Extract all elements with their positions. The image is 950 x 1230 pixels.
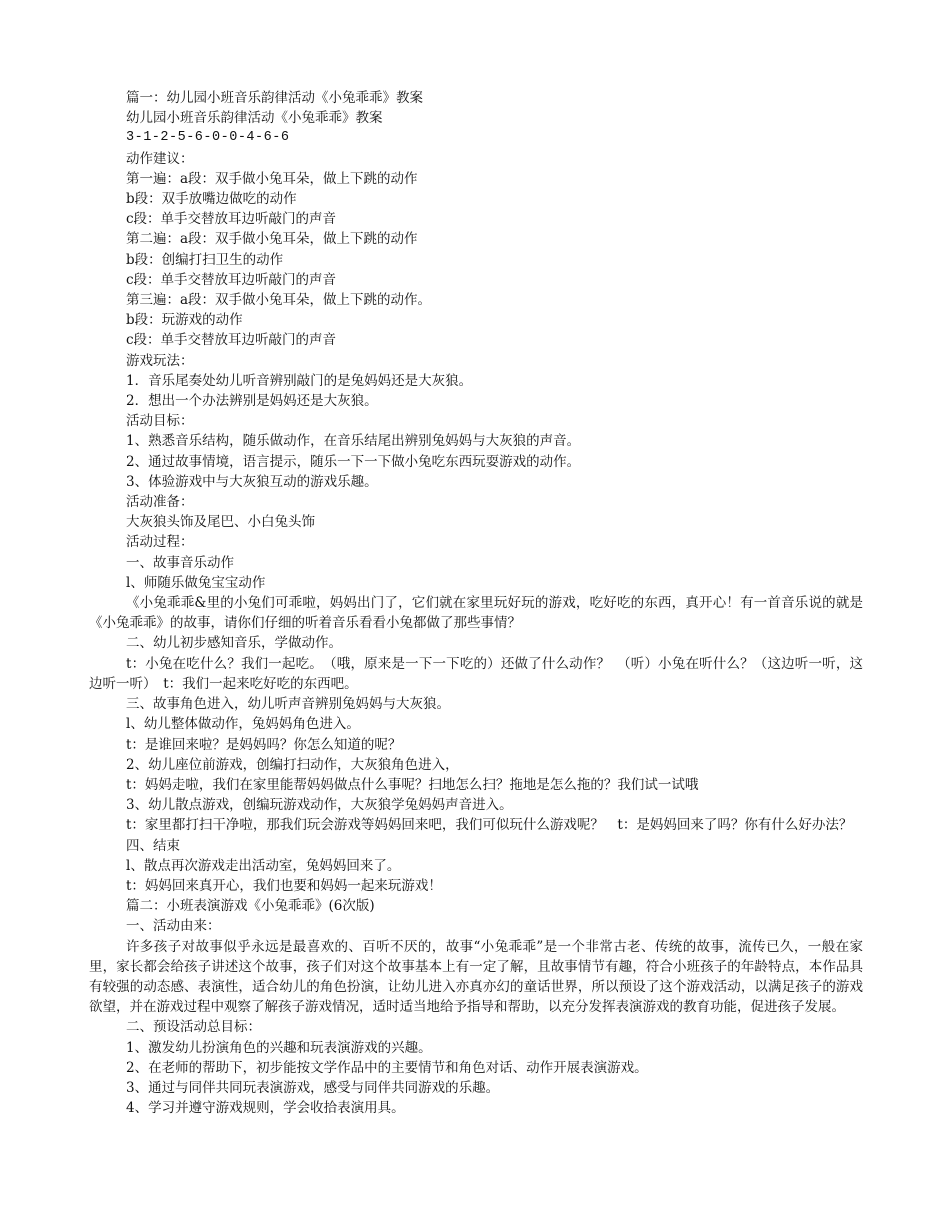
text-line: 4、学习并遵守游戏规则，学会收拾表演用具。	[126, 1100, 405, 1117]
text-line: 2、幼儿座位前游戏，创编打扫动作，大灰狼角色进入，	[126, 756, 459, 773]
text-line: 第二遍：a段：双手做小兔耳朵，做上下跳的动作	[126, 231, 418, 248]
text-line: 3、通过与同伴共同玩表演游戏，感受与同伴共同游戏的乐趣。	[126, 1079, 500, 1096]
text-line: 一、故事音乐动作	[126, 554, 234, 571]
text-line: 大灰狼头饰及尾巴、小白兔头饰	[126, 514, 315, 531]
text-line: 2、通过故事情境，语言提示，随乐一下一下做小兔吃东西玩耍游戏的动作。	[126, 453, 581, 470]
text-line: l、散点再次游戏走出活动室，兔妈妈回来了。	[126, 857, 401, 874]
text-line: c段：单手交替放耳边听敲门的声音	[126, 271, 337, 288]
text-line: 3、幼儿散点游戏，创编玩游戏动作，大灰狼学兔妈妈声音进入。	[126, 797, 513, 814]
paragraph: t：小兔在吃什么？我们一起吃。 （哦，原来是一下一下吃的）还做了什么动作？ （听）小兔在听什么？（这边听一听，这边听一听） t：我们一起来吃好吃的东西吧。	[89, 655, 863, 692]
text-line: 三、故事角色进入，幼儿听声音辨别兔妈妈与大灰狼。	[126, 696, 450, 713]
text-line: t：是谁回来啦？是妈妈吗？你怎么知道的呢？	[126, 736, 402, 753]
text-line: 第三遍：a段：双手做小兔耳朵，做上下跳的动作。	[126, 292, 432, 309]
text-line: 1、熟悉音乐结构，随乐做动作，在音乐结尾出辨别兔妈妈与大灰狼的声音。	[126, 433, 581, 450]
text-line: 活动准备：	[126, 494, 194, 511]
paragraph: 许多孩子对故事似乎永远是最喜欢的、百听不厌的，故事“小兔乖乖”是一个非常古老、传统的故事，流传已久，一般在家里，家长都会给孩子讲述这个故事，孩子们对这个故事基本上有一定了解，且故事情节有趣，符合小班孩子的年龄特点，本作品具有较强的动态感、表演性，适合幼儿的角色扮演，让幼儿进入亦真亦幻的童话世界，所以预设了这个游戏活动，以满足孩子的游戏欲望，并在游戏过程中观察了解孩子游戏情况，适时适当地给予指导和帮助，以充分发挥表演游戏的教育功能，促进孩子发展。	[89, 938, 863, 1016]
text-line: 二、预设活动总目标：	[126, 1019, 261, 1036]
text-line: c段：单手交替放耳边听敲门的声音	[126, 332, 337, 349]
text-line: l、师随乐做兔宝宝动作	[126, 574, 266, 591]
text-line: 第一遍：a段：双手做小兔耳朵，做上下跳的动作	[126, 170, 418, 187]
text-line: 1、激发幼儿扮演角色的兴趣和玩表演游戏的兴趣。	[126, 1039, 432, 1056]
note-sequence: 3-1-2-5-6-0-0-4-6-6	[126, 130, 290, 146]
text-line: 四、结束	[126, 837, 180, 854]
text-line: b段：双手放嘴边做吃的动作	[126, 191, 297, 208]
text-line: 2．想出一个办法辨别是妈妈还是大灰狼。	[126, 393, 378, 410]
document-body	[89, 88, 863, 1118]
text-line: 3、体验游戏中与大灰狼互动的游戏乐趣。	[126, 473, 378, 490]
text-line: c段：单手交替放耳边听敲门的声音	[126, 211, 337, 228]
text-line: 游戏玩法：	[126, 352, 194, 369]
text-line: b段：玩游戏的动作	[126, 312, 243, 329]
text-line: t：妈妈走啦，我们在家里能帮妈妈做点什么事呢？扫地怎么扫？拖地是怎么拖的？我们试一试哦	[126, 776, 699, 793]
paragraph: 《小兔乖乖&里的小兔们可乖啦，妈妈出门了，它们就在家里玩好玩的游戏，吃好吃的东西，真开心！有一首音乐说的就是《小兔乖乖》的故事，请你们仔细的听着音乐看看小兔都做了那些事情？	[89, 595, 863, 632]
paragraph: t：家里都打扫干净啦，那我们玩会游戏等妈妈回来吧，我们可似玩什么游戏呢？ t：是妈妈回来了吗？你有什么好办法？	[126, 817, 853, 834]
text-line: 二、幼儿初步感知音乐，学做动作。	[126, 635, 342, 652]
text-line: b段：创编打扫卫生的动作	[126, 251, 284, 268]
text-line: 动作建议：	[126, 150, 194, 167]
text-line: l、幼儿整体做动作，兔妈妈角色进入。	[126, 716, 360, 733]
text-line: 一、活动由来：	[126, 918, 221, 935]
text-line: 篇一：幼儿园小班音乐韵律活动《小兔乖乖》教案	[126, 90, 423, 106]
text-line: 1．音乐尾奏处幼儿听音辨别敲门的是兔妈妈还是大灰狼。	[126, 372, 473, 389]
text-line: t：妈妈回来真开心，我们也要和妈妈一起来玩游戏！	[126, 877, 442, 894]
text-line: 篇二：小班表演游戏《小兔乖乖》(6次版)	[126, 898, 375, 915]
text-line: 活动过程：	[126, 534, 194, 551]
text-line: 活动目标：	[126, 413, 194, 430]
text-line: 幼儿园小班音乐韵律活动《小兔乖乖》教案	[126, 110, 383, 127]
text-line: 2、在老师的帮助下，初步能按文学作品中的主要情节和角色对话、动作开展表演游戏。	[126, 1059, 648, 1076]
